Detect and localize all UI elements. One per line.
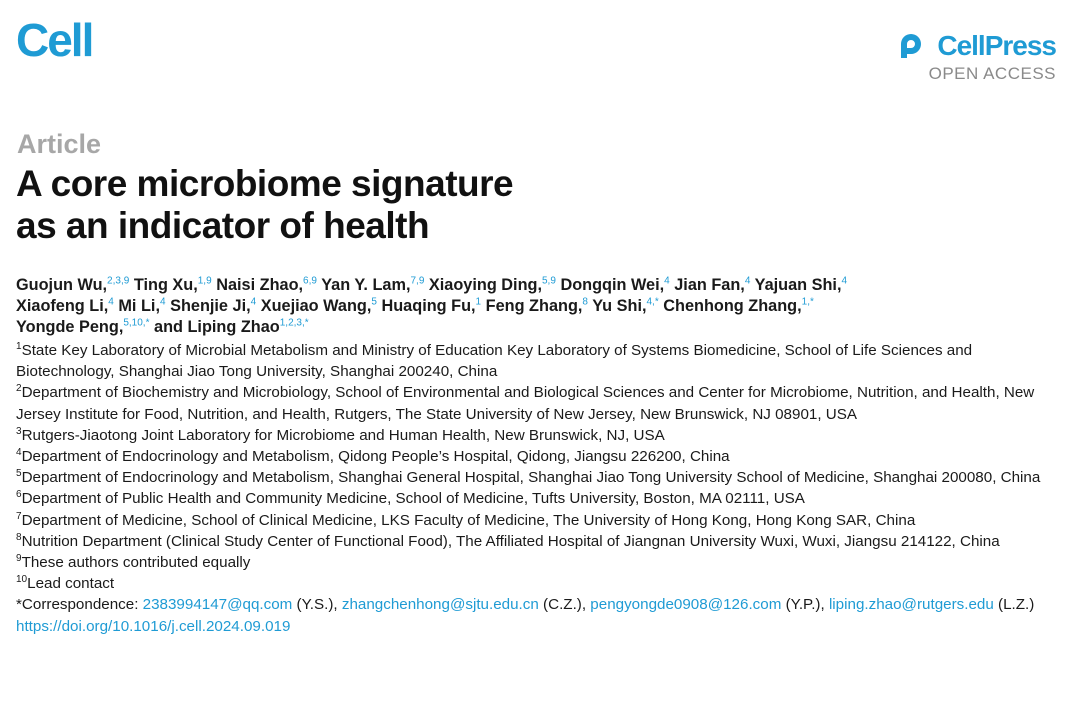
author-affiliation-ref[interactable]: 1,* <box>801 296 814 308</box>
author <box>170 297 256 315</box>
correspondence-email-link[interactable]: pengyongde0908@126.com <box>590 596 782 614</box>
author <box>154 318 309 336</box>
author <box>16 276 129 294</box>
affiliation-text: Department of Biochemistry and Microbiology, School of Environmental and Biological Sciences and Center for Microbiome, Nutrition, and Health, New Jersey Institute for Food, Nutrition, and Health, Rutgers, The State University of New Jersey, New Brunswick, NJ 08901, USA <box>16 384 1035 423</box>
author-name: Yu Shi, <box>592 297 647 315</box>
affiliation-text: Department of Endocrinology and Metabolism, Qidong People’s Hospital, Qidong, Jiangsu 226200, China <box>21 448 730 466</box>
author-name: Yan Y. Lam, <box>321 276 411 294</box>
author-affiliation-ref[interactable]: 1,2,3,* <box>279 317 309 329</box>
author-affiliation-ref[interactable]: 2,3,9 <box>107 275 130 287</box>
affiliation-number: 7 <box>16 510 22 522</box>
affiliation-number: 10 <box>16 574 28 586</box>
affiliation-text: Rutgers-Jiaotong Joint Laboratory for Microbiome and Human Health, New Brunswick, NJ, USA <box>21 426 665 444</box>
title-line-1: A core microbiome signature <box>16 163 514 204</box>
affiliation-list <box>16 340 1066 637</box>
author <box>321 276 424 294</box>
author-affiliation-ref[interactable]: 4 <box>664 275 670 287</box>
cellpress-logo-icon <box>895 28 931 64</box>
affiliation-number: 2 <box>16 383 22 395</box>
affiliation-text: Department of Public Health and Community Medicine, School of Medicine, Tufts University, Boston, MA 02111, USA <box>21 490 805 508</box>
author-affiliation-ref[interactable]: 4 <box>159 296 166 308</box>
author <box>261 297 377 315</box>
author <box>486 297 588 315</box>
author-name: Yongde Peng, <box>16 318 124 336</box>
author-affiliation-ref[interactable]: 1 <box>475 296 482 308</box>
affiliation-number: 6 <box>16 489 22 501</box>
affiliation-number: 5 <box>16 468 22 480</box>
author-name: Xuejiao Wang, <box>260 297 372 315</box>
correspondence-initials: (C.Z.), <box>538 596 591 614</box>
affiliation-item <box>16 425 1066 446</box>
affiliation-text: Department of Medicine, School of Clinical Medicine, LKS Faculty of Medicine, The University of Hong Kong, Hong Kong SAR, China <box>21 511 916 529</box>
affiliation-item <box>16 467 1066 488</box>
author <box>134 276 212 294</box>
affiliation-number: 9 <box>16 552 22 564</box>
correspondence-initials: (Y.S.), <box>292 596 342 614</box>
author-affiliation-ref[interactable]: 4 <box>841 275 848 287</box>
author-affiliation-ref[interactable]: 4,* <box>646 296 659 308</box>
affiliation-text: Nutrition Department (Clinical Study Center of Functional Food), The Affiliated Hospital of Jiangnan University Wuxi, Wuxi, Jiangsu 214122, China <box>21 532 1000 550</box>
affiliation-text: State Key Laboratory of Microbial Metabolism and Ministry of Education Key Laboratory of Systems Biomedicine, School of Life Sciences and Biotechnology, Shanghai Jiao Tong University, Shanghai 200240, China <box>16 342 973 381</box>
affiliation-item <box>16 382 1066 424</box>
author-name: Jian Fan, <box>674 276 745 294</box>
author-name: Chenhong Zhang, <box>663 297 802 315</box>
author-name: Ting Xu, <box>133 276 198 294</box>
affiliation-item <box>16 573 1066 594</box>
author-affiliation-ref[interactable]: 6,9 <box>303 275 317 287</box>
author-affiliation-ref[interactable]: 5,9 <box>542 275 556 287</box>
author-name: Xiaoying Ding, <box>428 276 542 294</box>
author <box>429 276 556 294</box>
affiliation-number: 3 <box>16 425 22 437</box>
author <box>16 318 149 336</box>
affiliation-item <box>16 552 1066 573</box>
correspondence-initials: (Y.P.), <box>781 596 829 614</box>
affiliation-number: 4 <box>16 446 22 458</box>
open-access-label: OPEN ACCESS <box>928 64 1056 83</box>
affiliation-number: 1 <box>16 340 22 352</box>
affiliation-item <box>16 531 1066 552</box>
author-affiliation-ref[interactable]: 5 <box>371 296 377 308</box>
affiliation-text: Lead contact <box>27 575 115 593</box>
title-line-2: as an indicator of health <box>16 205 430 246</box>
correspondence-label: *Correspondence: <box>16 596 143 614</box>
affiliation-item <box>16 340 1066 382</box>
correspondence-email-link[interactable]: liping.zhao@rutgers.edu <box>828 596 994 614</box>
author-affiliation-ref[interactable]: 7,9 <box>410 275 425 287</box>
correspondence <box>16 594 1066 615</box>
affiliation-text: These authors contributed equally <box>21 554 251 572</box>
author-affiliation-ref[interactable]: 4 <box>250 296 257 308</box>
author <box>592 297 659 315</box>
journal-logo: Cell <box>16 14 93 66</box>
author-affiliation-ref[interactable]: 4 <box>744 275 751 287</box>
author-name: Feng Zhang, <box>485 297 583 315</box>
author-affiliation-ref[interactable]: 8 <box>582 296 588 308</box>
author <box>216 276 317 294</box>
author-list <box>16 275 1066 338</box>
affiliation-text: Department of Endocrinology and Metabolism, Shanghai General Hospital, Shanghai Jiao Tong University School of Medicine, Shanghai 200080, China <box>21 469 1041 487</box>
doi <box>16 616 1066 637</box>
author-name: Shenjie Ji, <box>170 297 251 315</box>
author <box>560 276 669 294</box>
author <box>755 276 847 294</box>
author-affiliation-ref[interactable]: 4 <box>108 296 114 308</box>
author-name: Dongqin Wei, <box>560 276 665 294</box>
author <box>16 297 114 315</box>
author-name: and Liping Zhao <box>154 318 280 336</box>
author <box>118 297 165 315</box>
affiliation-item <box>16 488 1066 509</box>
author-name: Guojun Wu, <box>16 276 108 294</box>
publisher-name: CellPress <box>937 30 1056 61</box>
affiliation-number: 8 <box>16 531 22 543</box>
doi-link[interactable]: https://doi.org/10.1016/j.cell.2024.09.019 <box>16 617 291 635</box>
author-name: Xiaofeng Li, <box>16 297 109 315</box>
author-name: Huaqing Fu, <box>381 297 476 315</box>
author-affiliation-ref[interactable]: 1,9 <box>197 275 212 287</box>
author <box>663 297 814 315</box>
author <box>381 297 481 315</box>
author-name: Yajuan Shi, <box>754 276 842 294</box>
author-name: Naisi Zhao, <box>216 276 304 294</box>
author-name: Mi Li, <box>118 297 160 315</box>
author-affiliation-ref[interactable]: 5,10,* <box>123 317 150 329</box>
article-type: Article <box>17 129 102 159</box>
affiliation-item <box>16 510 1066 531</box>
publisher-logo <box>895 28 1056 84</box>
correspondence-initials: (L.Z.) <box>993 596 1035 614</box>
correspondence-email-link[interactable]: zhangchenhong@sjtu.edu.cn <box>341 596 539 614</box>
article-title <box>16 163 716 247</box>
author <box>674 276 750 294</box>
affiliation-item <box>16 446 1066 467</box>
correspondence-email-link[interactable]: 2383994147@qq.com <box>142 596 293 614</box>
